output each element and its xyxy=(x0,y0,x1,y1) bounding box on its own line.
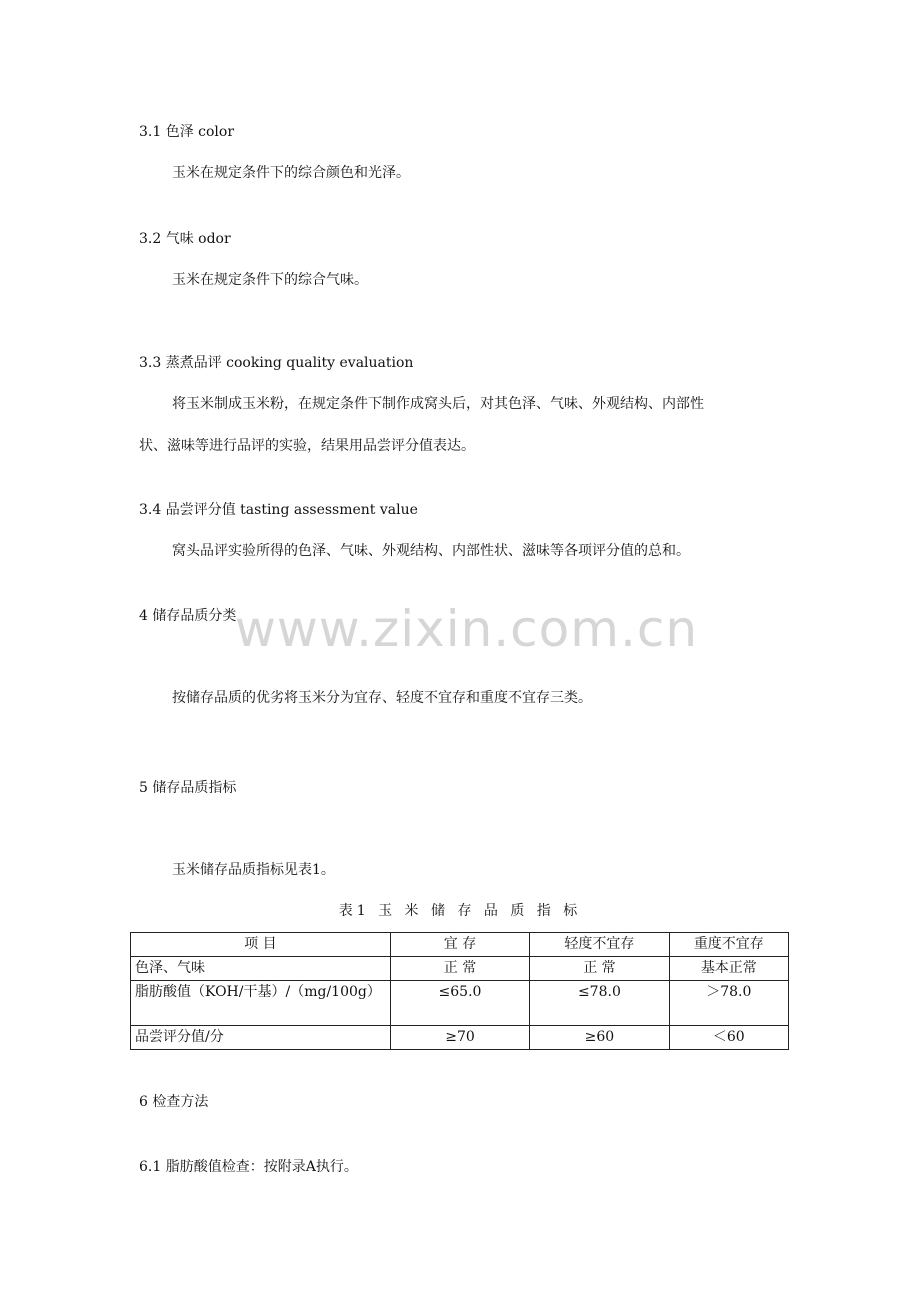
table-row xyxy=(131,981,789,1026)
table-cell: 品尝评分值/分 xyxy=(131,1026,391,1050)
section-3-4-body: 窝头品评实验所得的色泽、气味、外观结构、内部性状、滋味等各项评分值的总和。 xyxy=(172,543,690,559)
section-3-1-body: 玉米在规定条件下的综合颜色和光泽。 xyxy=(172,165,410,181)
section-4-heading: 4 储存品质分类 xyxy=(139,608,237,624)
table-cell: ≥70 xyxy=(390,1026,529,1050)
section-3-4-heading: 3.4 品尝评分值 tasting assessment value xyxy=(139,502,418,518)
table-cell: ＞78.0 xyxy=(669,981,788,1026)
section-3-3-body-line1: 将玉米制成玉米粉，在规定条件下制作成窝头后，对其色泽、气味、外观结构、内部性 xyxy=(172,396,704,412)
section-3-3-heading: 3.3 蒸煮品评 cooking quality evaluation xyxy=(139,355,414,371)
table-cell: ≤65.0 xyxy=(390,981,529,1026)
table-header-cell: 轻度不宜存 xyxy=(530,933,669,957)
table-row xyxy=(131,1026,789,1050)
section-5-body: 玉米储存品质指标见表1。 xyxy=(172,862,335,878)
table-cell: 正 常 xyxy=(530,957,669,981)
table-cell: 脂肪酸值（KOH/干基）/（mg/100g） xyxy=(131,981,391,1026)
section-3-1-heading: 3.1 色泽 color xyxy=(139,124,235,140)
table-cell: ≥60 xyxy=(530,1026,669,1050)
section-5-heading: 5 储存品质指标 xyxy=(139,780,237,796)
table-header-cell: 项 目 xyxy=(131,933,391,957)
table-cell: ≤78.0 xyxy=(530,981,669,1026)
table-header-row xyxy=(131,933,789,957)
section-6-heading: 6 检查方法 xyxy=(139,1094,209,1110)
table-caption: 表1 玉 米 储 存 品 质 指 标 xyxy=(338,903,582,919)
section-3-2-heading: 3.2 气味 odor xyxy=(139,231,231,247)
section-4-body: 按储存品质的优劣将玉米分为宜存、轻度不宜存和重度不宜存三类。 xyxy=(172,690,592,706)
table-header-cell: 重度不宜存 xyxy=(669,933,788,957)
table-cell: 正 常 xyxy=(390,957,529,981)
section-3-3-body-line2: 状、滋味等进行品评的实验，结果用品尝评分值表达。 xyxy=(139,438,475,454)
table-row xyxy=(131,957,789,981)
table-cell: 色泽、气味 xyxy=(131,957,391,981)
table-header-cell: 宜 存 xyxy=(390,933,529,957)
watermark: www.zixin.com.cn xyxy=(235,600,699,658)
section-3-2-body: 玉米在规定条件下的综合气味。 xyxy=(172,272,368,288)
section-6-1-heading: 6.1 脂肪酸值检查：按附录A执行。 xyxy=(139,1159,358,1175)
table-cell: 基本正常 xyxy=(669,957,788,981)
table-cell: ＜60 xyxy=(669,1026,788,1050)
storage-quality-table xyxy=(130,932,789,1050)
